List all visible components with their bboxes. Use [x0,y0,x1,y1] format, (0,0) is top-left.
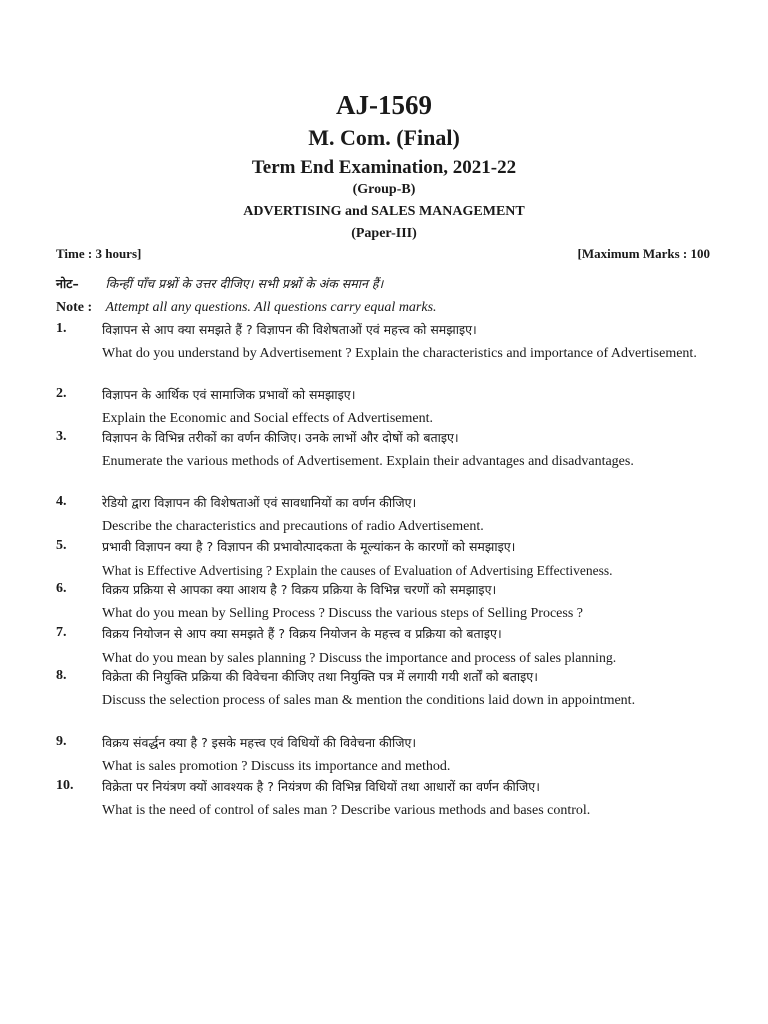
maximum-marks: [Maximum Marks : 100 [577,246,710,261]
question-number: 4. [56,494,67,509]
course-title: M. Com. (Final) [308,125,460,150]
note-english-label: Note : [56,300,93,315]
question-english: What do you mean by Selling Process ? Discuss the various steps of Selling Process ? [102,606,583,621]
question-english: What is sales promotion ? Discuss its importance and method. [102,759,451,774]
question-hindi: विज्ञापन के आर्थिक एवं सामाजिक प्रभावों को समझाइए। [102,387,356,402]
note-english [56,300,437,316]
note-english-text: Attempt all any questions. All questions carry equal marks. [105,300,437,315]
question-number: 7. [56,625,67,640]
paper-label: (Paper-III) [351,226,417,241]
time-allowed: Time : 3 hours] [56,246,142,261]
question-hindi: विक्रेता की नियुक्ति प्रक्रिया की विवेचना कीजिए तथा नियुक्ति पत्र में लगायी गयी शर्तों को बताइए। [102,669,538,684]
question-hindi: विक्रय प्रक्रिया से आपका क्या आशय है ? विक्रय प्रक्रिया के विभिन्न चरणों को समझाइए। [102,582,497,597]
question-hindi: विक्रय नियोजन से आप क्या समझते हैं ? विक्रय नियोजन के महत्त्व व प्रक्रिया को बताइए। [102,626,502,641]
subject-title: ADVERTISING and SALES MANAGEMENT [243,204,525,219]
question-number: 6. [56,581,67,596]
question-number: 1. [56,321,67,336]
note-hindi-label: नोट– [56,276,79,291]
question-english: Discuss the selection process of sales man & mention the conditions laid down in appointment. [102,693,636,708]
question-english: Explain the Economic and Social effects of Advertisement. [102,411,433,426]
paper-code: AJ-1569 [336,90,432,120]
question-english: What is the need of control of sales man ? Describe various methods and bases control. [102,803,591,818]
question-english: Describe the characteristics and precautions of radio Advertisement. [102,519,484,534]
exam-title: Term End Examination, 2021-22 [251,157,517,178]
question-english: What do you understand by Advertisement ? Explain the characteristics and importance of Advertisement. [102,346,697,361]
question-hindi: विज्ञापन से आप क्या समझते हैं ? विज्ञापन की विशेषताओं एवं महत्त्व को समझाइए। [102,322,477,337]
note-hindi [56,275,383,293]
question-hindi: विक्रय संवर्द्धन क्या है ? इसके महत्त्व एवं विधियों की विवेचना कीजिए। [102,735,417,750]
question-hindi: विज्ञापन के विभिन्न तरीकों का वर्णन कीजिए। उनके लाभों और दोषों को बताइए। [102,430,459,445]
group-label: (Group-B) [352,182,416,197]
question-number: 8. [56,668,67,683]
note-hindi-text: किन्हीं पाँच प्रश्नों के उत्तर दीजिए। सभी प्रश्नों के अंक समान हैं। [105,276,384,291]
question-number: 9. [56,734,67,749]
question-english: What do you mean by sales planning ? Discuss the importance and process of sales planning. [102,650,617,665]
question-hindi: प्रभावी विज्ञापन क्या है ? विज्ञापन की प्रभावोत्पादकता के मूल्यांकन के कारणों को समझाइए। [102,539,516,554]
question-english: Enumerate the various methods of Advertisement. Explain their advantages and disadvantages. [102,454,634,469]
question-number: 5. [56,538,67,553]
question-number: 10. [56,778,74,793]
question-english: What is Effective Advertising ? Explain the causes of Evaluation of Advertising Effectiveness. [102,563,613,578]
question-hindi: विक्रेता पर नियंत्रण क्यों आवश्यक है ? नियंत्रण की विभिन्न विधियों तथा आधारों का वर्णन कीजिए। [102,779,540,794]
question-number: 2. [56,386,67,401]
question-hindi: रेडियो द्वारा विज्ञापन की विशेषताओं एवं सावधानियों का वर्णन कीजिए। [102,495,417,510]
question-number: 3. [56,429,67,444]
